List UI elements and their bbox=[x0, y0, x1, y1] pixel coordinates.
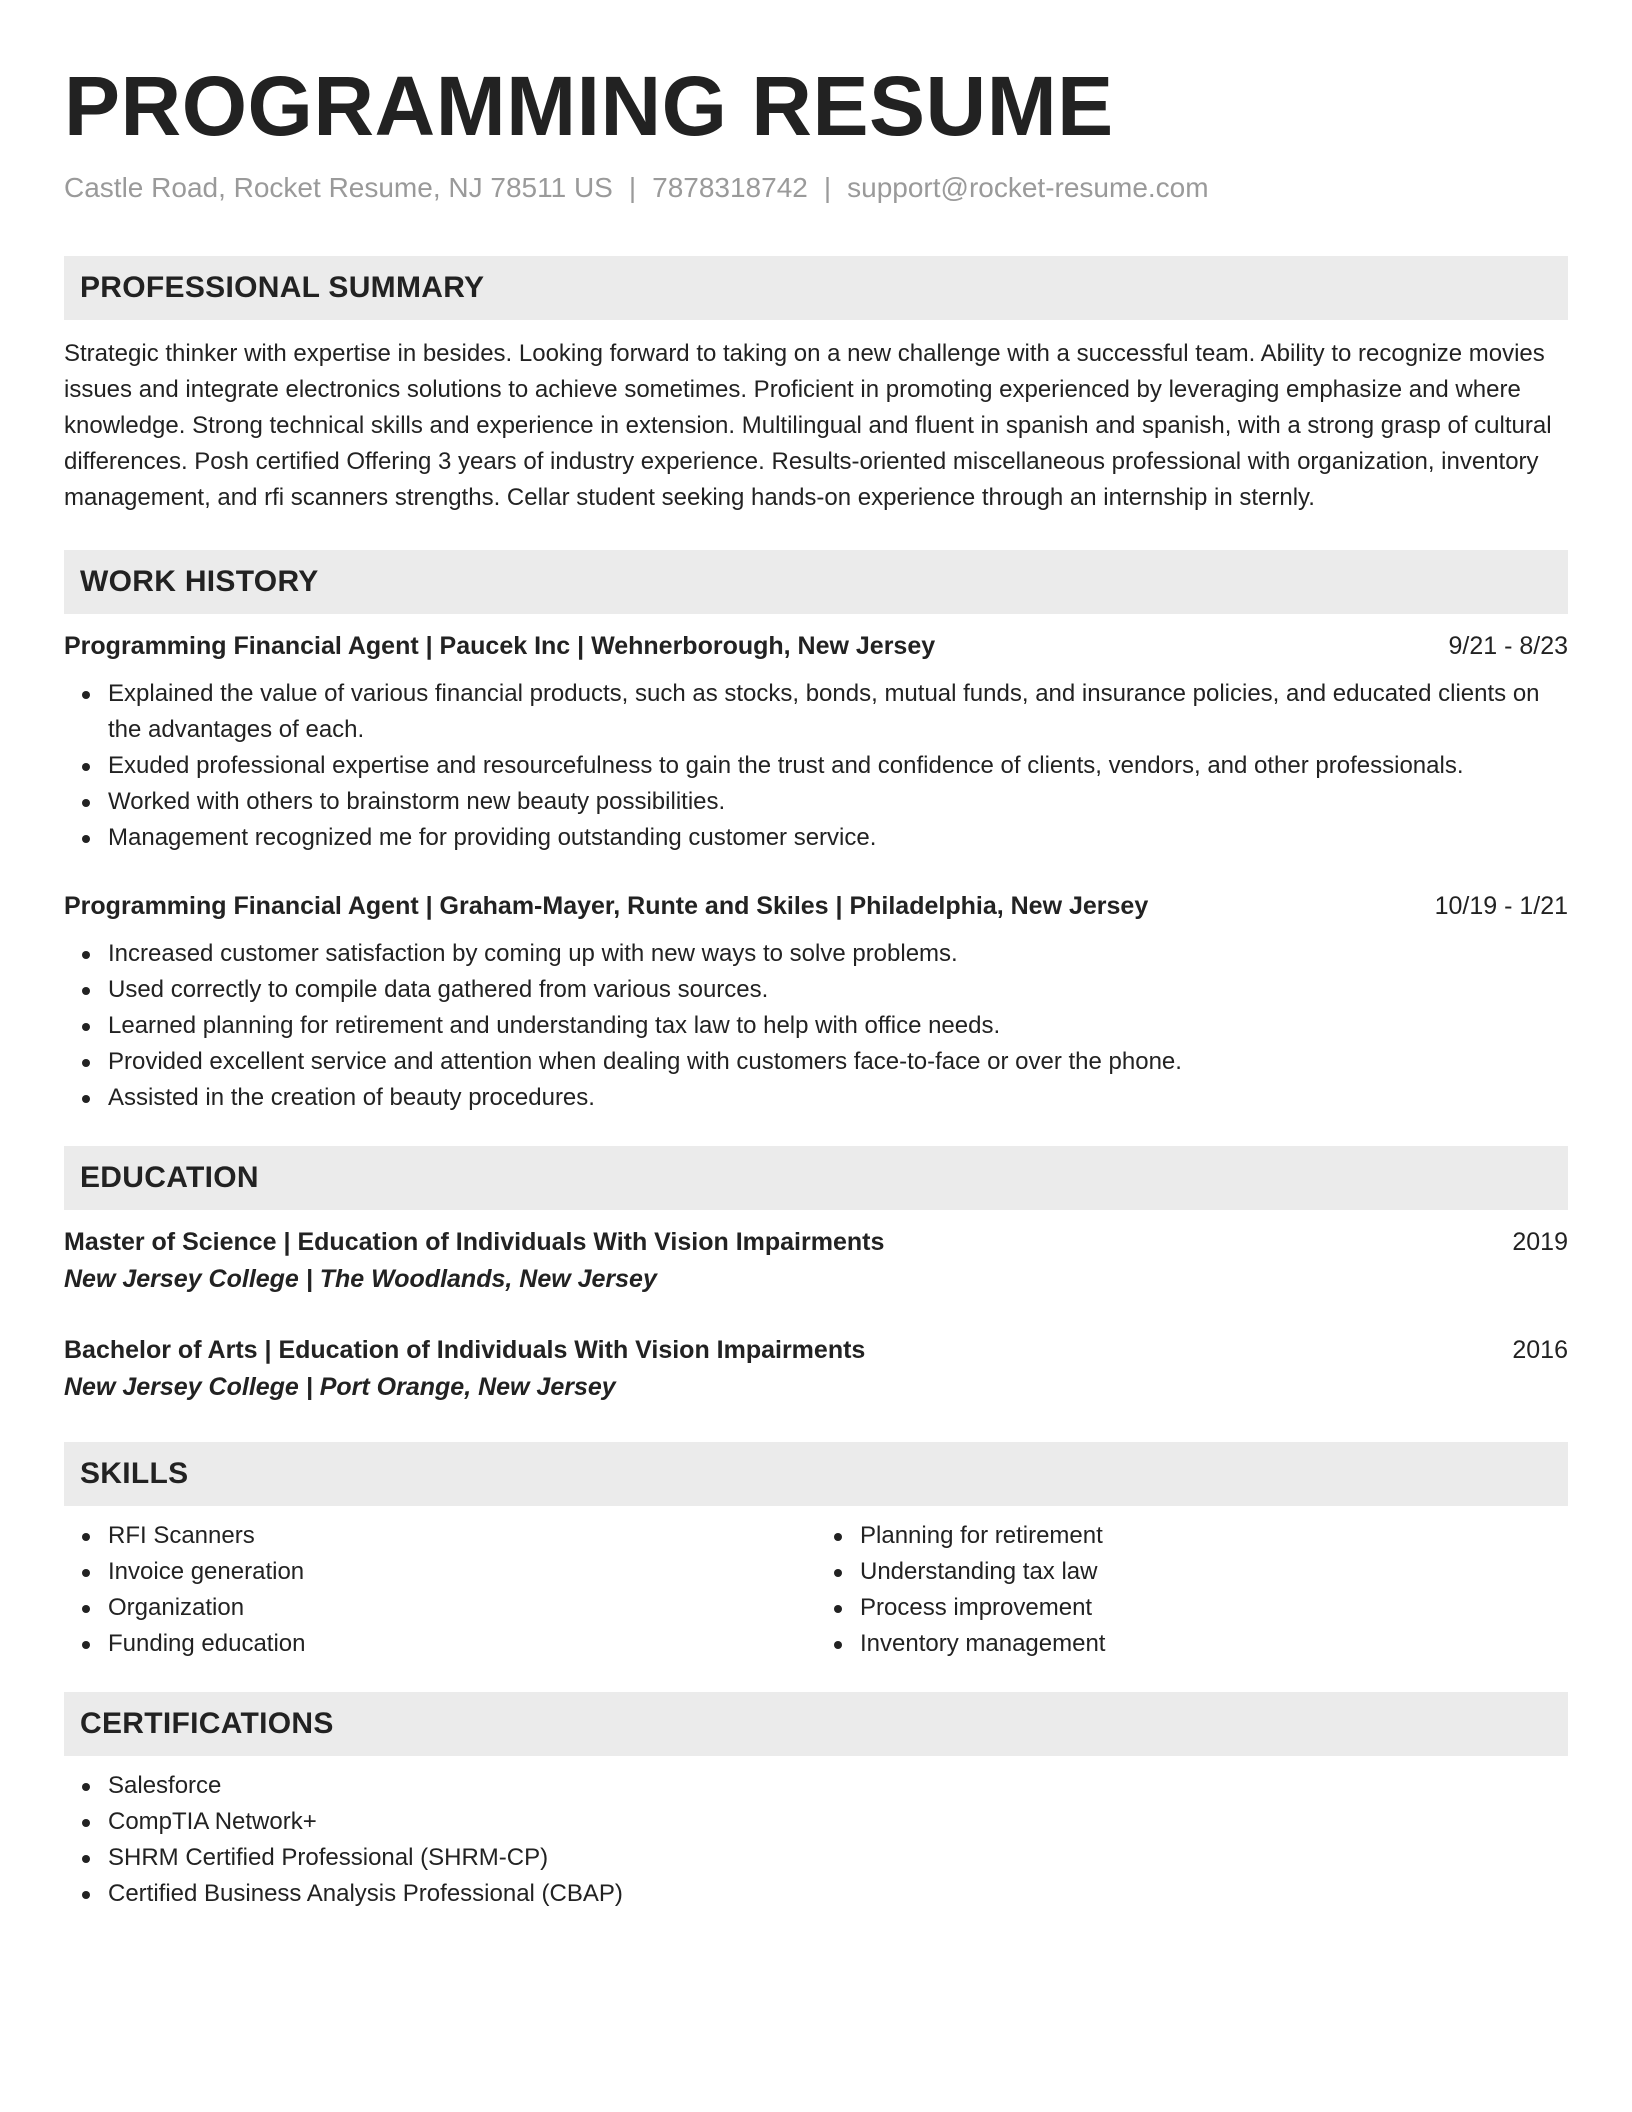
education-header bbox=[64, 1332, 1568, 1368]
skill-item: Organization bbox=[108, 1590, 816, 1626]
skill-item: Process improvement bbox=[860, 1590, 1568, 1626]
job-bullet: Assisted in the creation of beauty procedures. bbox=[108, 1080, 1568, 1116]
skill-item: Funding education bbox=[108, 1626, 816, 1662]
job-bullet-list bbox=[64, 676, 1568, 856]
education-year: 2016 bbox=[1512, 1336, 1568, 1364]
section-heading-education: EDUCATION bbox=[64, 1146, 1568, 1210]
contact-address: Castle Road, Rocket Resume, NJ 78511 US bbox=[64, 172, 613, 203]
contact-separator: | bbox=[823, 172, 832, 203]
skill-item: Understanding tax law bbox=[860, 1554, 1568, 1590]
job-bullet: Learned planning for retirement and understanding tax law to help with office needs. bbox=[108, 1008, 1568, 1044]
education-school: New Jersey College | Port Orange, New Jersey bbox=[64, 1373, 616, 1401]
skill-item: Planning for retirement bbox=[860, 1518, 1568, 1554]
contact-separator: | bbox=[628, 172, 637, 203]
summary-text: Strategic thinker with expertise in besides. Looking forward to taking on a new challenge with a successful team. Ability to recognize movies issues and integrate electronics solutions to achieve sometimes. Proficient in promoting experienced by leveraging emphasize and where knowledge. Strong technical skills and experience in extension. Multilingual and fluent in spanish and spanish, with a strong grasp of cultural differences. Posh certified Offering 3 years of industry experience. Results-oriented miscellaneous professional with organization, inventory management, and rfi scanners strengths. Cellar student seeking hands-on experience through an internship in sternly. bbox=[64, 340, 1552, 511]
job-bullet: Explained the value of various financial products, such as stocks, bonds, mutual funds, and insurance policies, and educated clients on the advantages of each. bbox=[108, 676, 1568, 748]
job-dates: 10/19 - 1/21 bbox=[1434, 892, 1568, 920]
education-entry bbox=[64, 1224, 1568, 1298]
skills-list-left bbox=[64, 1518, 816, 1662]
skill-item: Invoice generation bbox=[108, 1554, 816, 1590]
job-bullet: Increased customer satisfaction by coming up with new ways to solve problems. bbox=[108, 936, 1568, 972]
skill-item: RFI Scanners bbox=[108, 1518, 816, 1554]
education-school: New Jersey College | The Woodlands, New Jersey bbox=[64, 1265, 657, 1293]
job-bullet: Worked with others to brainstorm new beauty possibilities. bbox=[108, 784, 1568, 820]
job-title: Programming Financial Agent | Paucek Inc | Wehnerborough, New Jersey bbox=[64, 632, 936, 660]
section-heading-work: WORK HISTORY bbox=[64, 550, 1568, 614]
section-heading-skills: SKILLS bbox=[64, 1442, 1568, 1506]
job-bullet: Used correctly to compile data gathered from various sources. bbox=[108, 972, 1568, 1008]
resume-title: PROGRAMMING RESUME bbox=[64, 59, 1114, 153]
job-header bbox=[64, 888, 1568, 924]
job-bullet-list bbox=[64, 936, 1568, 1116]
job-entry bbox=[64, 888, 1568, 1116]
job-dates: 9/21 - 8/23 bbox=[1448, 632, 1568, 660]
education-degree: Bachelor of Arts | Education of Individuals With Vision Impairments bbox=[64, 1336, 866, 1364]
skills-list-right bbox=[816, 1518, 1568, 1662]
job-header bbox=[64, 628, 1568, 664]
contact-phone: 7878318742 bbox=[652, 172, 808, 203]
contact-line bbox=[64, 170, 1568, 206]
certification-item: Certified Business Analysis Professional (CBAP) bbox=[108, 1876, 1568, 1912]
job-bullet: Exuded professional expertise and resourcefulness to gain the trust and confidence of clients, vendors, and other professionals. bbox=[108, 748, 1568, 784]
job-entry bbox=[64, 628, 1568, 856]
contact-email: support@rocket-resume.com bbox=[847, 172, 1209, 203]
certification-item: SHRM Certified Professional (SHRM-CP) bbox=[108, 1840, 1568, 1876]
education-year: 2019 bbox=[1512, 1228, 1568, 1256]
job-title: Programming Financial Agent | Graham-Mayer, Runte and Skiles | Philadelphia, New Jersey bbox=[64, 892, 1149, 920]
skills-grid bbox=[64, 1518, 1568, 1662]
skill-item: Inventory management bbox=[860, 1626, 1568, 1662]
certification-item: CompTIA Network+ bbox=[108, 1804, 1568, 1840]
section-heading-summary: PROFESSIONAL SUMMARY bbox=[64, 256, 1568, 320]
education-degree: Master of Science | Education of Individuals With Vision Impairments bbox=[64, 1228, 885, 1256]
job-bullet: Provided excellent service and attention when dealing with customers face-to-face or over the phone. bbox=[108, 1044, 1568, 1080]
certification-item: Salesforce bbox=[108, 1768, 1568, 1804]
job-bullet: Management recognized me for providing outstanding customer service. bbox=[108, 820, 1568, 856]
education-entry bbox=[64, 1332, 1568, 1406]
section-heading-certifications: CERTIFICATIONS bbox=[64, 1692, 1568, 1756]
education-header bbox=[64, 1224, 1568, 1260]
certifications-list bbox=[64, 1768, 1568, 1912]
